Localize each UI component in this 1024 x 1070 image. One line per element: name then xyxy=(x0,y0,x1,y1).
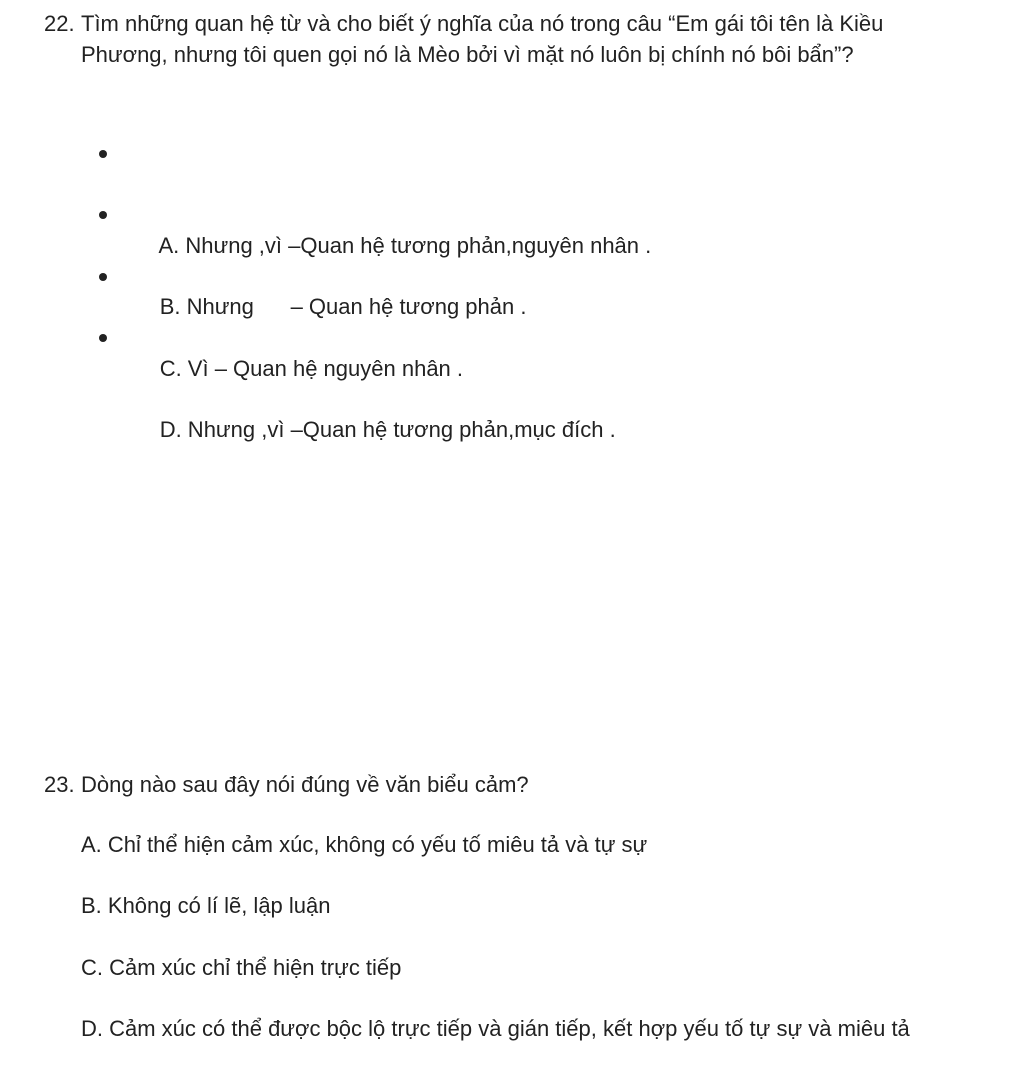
bullet-dot-icon xyxy=(99,150,107,158)
option-text: D. Nhưng ,vì –Quan hệ tương phản,mục đích . xyxy=(159,416,616,442)
question-text: Dòng nào sau đây nói đúng về văn biểu cảm? xyxy=(81,772,529,797)
question-stem xyxy=(0,8,1024,70)
answer-options xyxy=(0,825,1024,1070)
question-22 xyxy=(0,8,1024,442)
question-number: 23. xyxy=(44,772,75,797)
option-text: C. Vì – Quan hệ nguyên nhân . xyxy=(159,355,464,381)
question-stem xyxy=(0,769,1024,800)
answer-option-c[interactable] xyxy=(0,254,1024,381)
answer-option-b[interactable]: B. Không có lí lẽ, lập luận xyxy=(81,893,331,919)
option-text: A. Nhưng ,vì –Quan hệ tương phản,nguyên nhân . xyxy=(158,233,652,258)
question-text: Tìm những quan hệ từ và cho biết ý nghĩa của nó trong câu “Em gái tôi tên là Kiều Phương, nhưng tôi quen gọi nó là Mèo bởi vì mặt nó luôn bị chính nó bôi bẩn”? xyxy=(81,11,884,67)
answer-option-d[interactable]: D. Cảm xúc có thể được bộc lộ trực tiếp và gián tiếp, kết hợp yếu tố tự sự và miêu tả xyxy=(81,1015,910,1041)
answer-option-b[interactable] xyxy=(0,192,1024,320)
bullet-dot-icon xyxy=(99,211,107,219)
answer-option-a[interactable]: A. Chỉ thể hiện cảm xúc, không có yếu tố miêu tả và tự sự xyxy=(81,832,648,857)
bullet-dot-icon xyxy=(99,273,107,281)
answer-option-c[interactable]: C. Cảm xúc chỉ thể hiện trực tiếp xyxy=(81,954,402,980)
answer-option-a[interactable] xyxy=(0,131,1024,258)
bullet-dot-icon xyxy=(99,334,107,342)
option-text: B. Nhưng – Quan hệ tương phản . xyxy=(159,294,527,320)
answer-options xyxy=(0,131,1024,442)
answer-option-d[interactable] xyxy=(0,315,1024,442)
question-number: 22. xyxy=(44,11,75,36)
question-23 xyxy=(0,769,1024,1041)
